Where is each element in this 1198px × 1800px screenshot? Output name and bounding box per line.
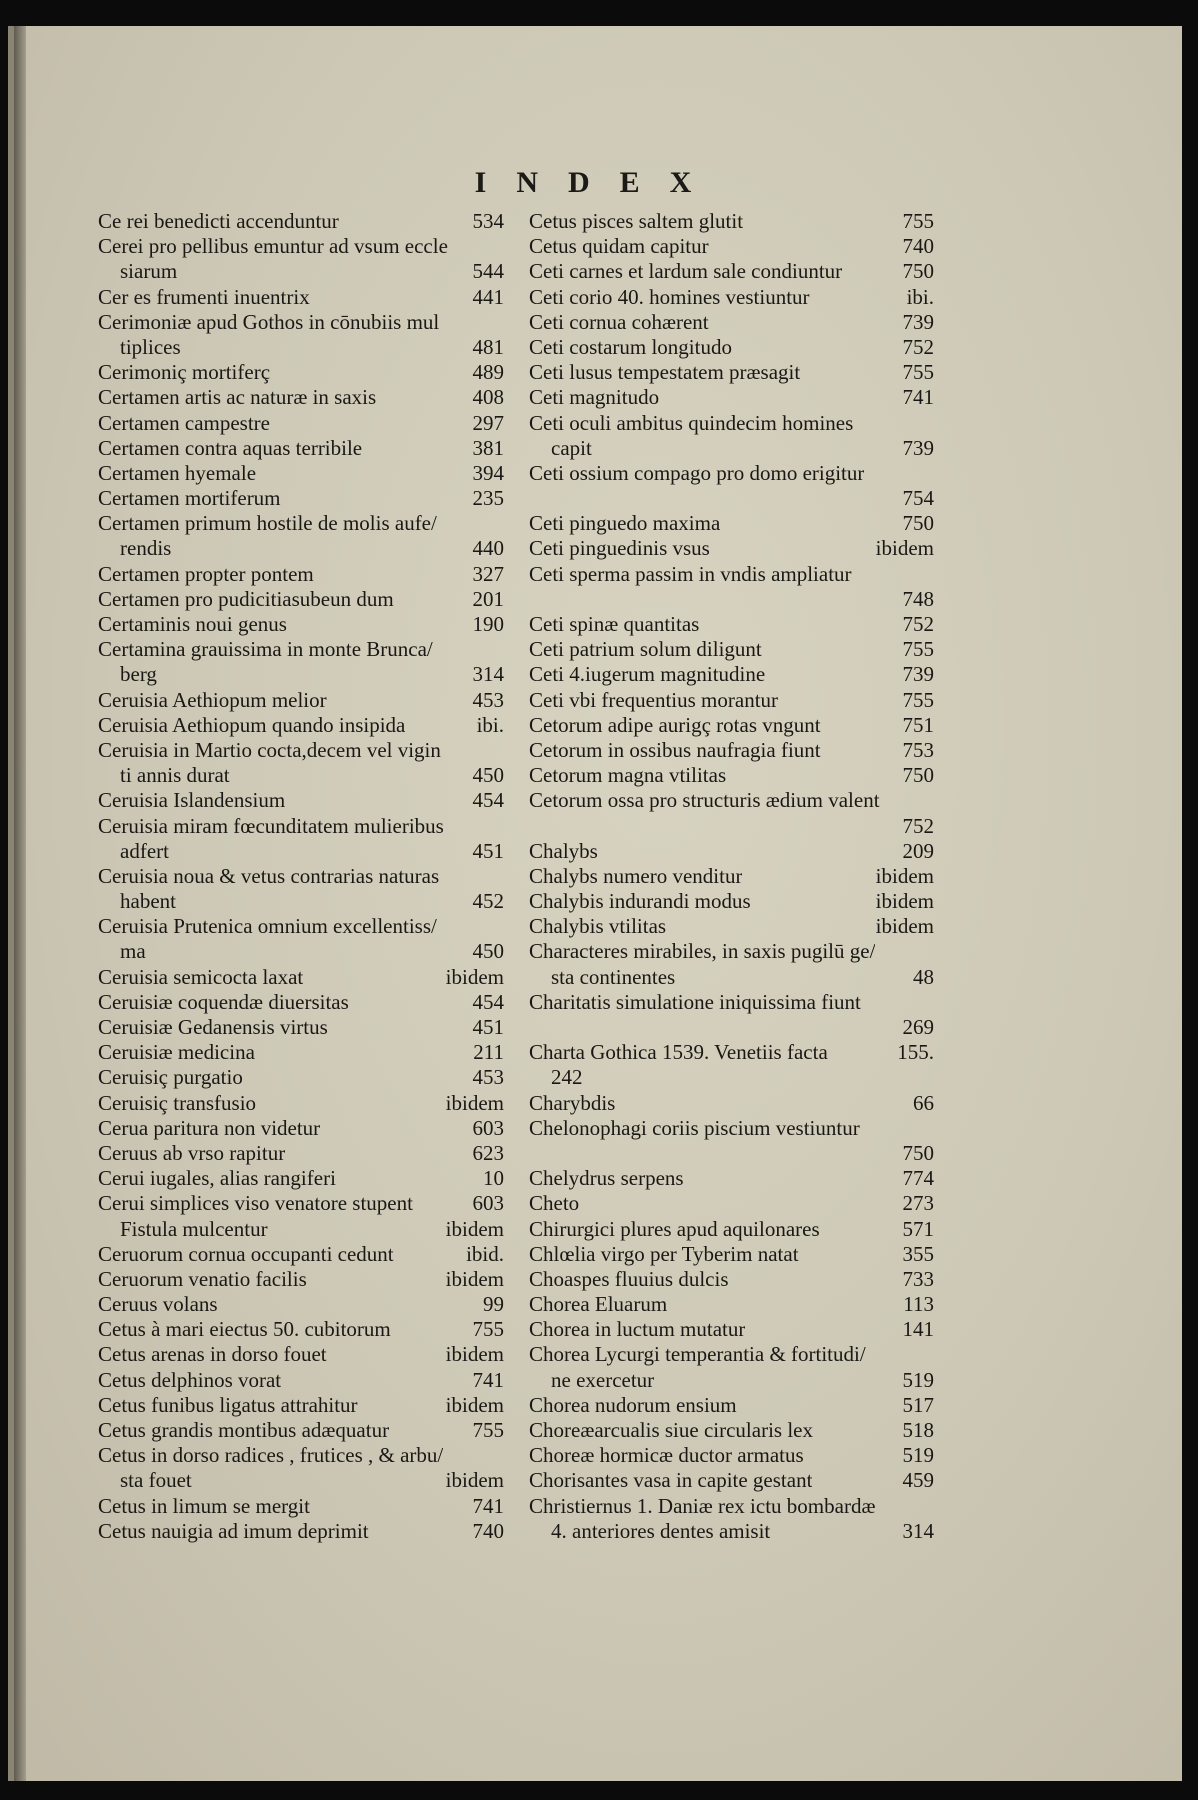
entry-text: Ceruisia Islandensium — [98, 788, 286, 813]
index-entry — [529, 1091, 934, 1116]
index-entry — [529, 788, 934, 813]
entry-page-number: ibidem — [875, 863, 934, 888]
entry-text: Ceti pinguedo maxima — [529, 511, 721, 536]
entry-text: Ceti costarum longitudo — [529, 334, 732, 359]
entry-text: Cerimoniæ apud Gothos in cōnubiis mul — [98, 309, 440, 334]
entry-text: Cetus in dorso radices , frutices , & arbu/ — [98, 1443, 444, 1468]
index-entry — [98, 1217, 504, 1242]
entry-text: Certaminis noui genus — [98, 612, 287, 636]
entry-text: Charta Gothica 1539. Venetiis facta — [529, 1040, 828, 1065]
index-entry — [529, 1217, 934, 1242]
entry-text: Certamen pro pudicitiasubeun dum — [98, 586, 394, 611]
index-entry — [98, 1494, 504, 1519]
entry-page-number: 571 — [902, 1216, 934, 1241]
entry-text: Certamen contra aquas terribile — [98, 435, 363, 460]
entry-text: Cetorum magna vtilitas — [529, 763, 727, 788]
index-entry — [529, 1116, 934, 1141]
entry-text: Ceruus volans — [98, 1292, 218, 1317]
index-column-right — [529, 209, 934, 1544]
index-entry — [529, 965, 934, 990]
index-entry — [529, 662, 934, 687]
entry-text: Cetus quidam capitur — [529, 234, 709, 259]
entry-text: Christiernus 1. Daniæ rex ictu bombardæ — [529, 1493, 876, 1518]
index-entry — [98, 234, 504, 259]
index-entry — [529, 1519, 934, 1544]
entry-text: Cetus à mari eiectus 50. cubitorum — [98, 1317, 391, 1342]
index-entry — [529, 310, 934, 335]
index-entry — [98, 738, 504, 763]
entry-text: Ceti cornua cohærent — [529, 309, 709, 334]
entry-page-number: 454 — [472, 989, 504, 1014]
entry-text: Cetus grandis montibus adæquatur — [98, 1418, 390, 1442]
entry-page-number: ibidem — [445, 964, 504, 989]
entry-page-number: ibid. — [466, 1241, 504, 1266]
index-entry — [98, 1468, 504, 1493]
entry-text: ne exercetur — [551, 1367, 655, 1392]
entry-text: Certamen artis ac naturæ in saxis — [98, 385, 377, 410]
entry-page-number: 451 — [472, 838, 504, 863]
entry-page-number: 752 — [902, 813, 934, 838]
entry-page-number: 755 — [902, 687, 934, 712]
index-entry — [529, 1468, 934, 1493]
book-page — [8, 26, 1182, 1781]
index-entry — [98, 1166, 504, 1191]
entry-page-number: 394 — [472, 460, 504, 485]
entry-text: Certamen hyemale — [98, 460, 257, 485]
index-entry — [98, 1519, 504, 1544]
index-entry — [529, 486, 934, 511]
entry-text: Ceruisia noua & vetus contrarias naturas — [98, 863, 440, 888]
entry-text: Chorisantes vasa in capite gestant — [529, 1468, 813, 1493]
entry-text: Ceruisiæ coquendæ diuersitas — [98, 989, 349, 1014]
entry-page-number: 733 — [902, 1266, 934, 1291]
index-entry — [529, 1443, 934, 1468]
entry-page-number: 755 — [472, 1317, 504, 1342]
entry-text: berg — [120, 662, 157, 687]
index-entry — [98, 612, 504, 637]
entry-page-number: 603 — [472, 1191, 504, 1216]
entry-page-number: 381 — [472, 435, 504, 460]
index-entry — [98, 310, 504, 335]
entry-page-number: 741 — [472, 1367, 504, 1392]
entry-text: Cerua paritura non videtur — [98, 1115, 321, 1140]
entry-page-number: 355 — [902, 1241, 934, 1266]
entry-text: Choreæ hormicæ ductor armatus — [529, 1443, 804, 1468]
entry-text: 242 — [551, 1065, 583, 1090]
index-entry — [529, 1191, 934, 1216]
entry-page-number: 752 — [902, 334, 934, 359]
entry-page-number: 774 — [902, 1166, 934, 1191]
entry-page-number: 113 — [903, 1292, 934, 1317]
entry-page-number: 489 — [472, 360, 504, 385]
entry-text: Ceti 4.iugerum magnitudine — [529, 662, 766, 687]
entry-page-number: 748 — [902, 586, 934, 611]
index-entry — [98, 1342, 504, 1367]
entry-text: Chorea in luctum mutatur — [529, 1317, 746, 1342]
entry-text: Cerei pro pellibus emuntur ad vsum eccle — [98, 234, 448, 259]
entry-text: Ceti spinæ quantitas — [529, 612, 700, 636]
entry-text: Choreæarcualis siue circularis lex — [529, 1418, 813, 1442]
index-entry — [529, 1418, 934, 1443]
entry-text: Chlœlia virgo per Tyberim natat — [529, 1241, 799, 1266]
entry-page-number: ibidem — [445, 1216, 504, 1241]
entry-page-number: 740 — [472, 1518, 504, 1543]
index-entry — [98, 1317, 504, 1342]
index-entry — [529, 914, 934, 939]
index-entry — [529, 209, 934, 234]
entry-text: Ceruisia Aethiopum melior — [98, 687, 327, 712]
entry-text: Ceti pinguedinis vsus — [529, 536, 710, 561]
entry-text: Ceti carnes et lardum sale condiuntur — [529, 259, 843, 284]
index-entry — [98, 990, 504, 1015]
entry-text: Chorea nudorum ensium — [529, 1392, 737, 1417]
entry-text: Cetus nauigia ad imum deprimit — [98, 1518, 369, 1543]
entry-page-number: ibi. — [906, 284, 934, 309]
entry-text: Ceruisiç transfusio — [98, 1090, 257, 1115]
index-entry — [98, 713, 504, 738]
entry-page-number: 754 — [902, 486, 934, 511]
index-entry — [529, 587, 934, 612]
index-entry — [529, 1141, 934, 1166]
entry-page-number: 209 — [902, 838, 934, 863]
entry-page-number: 450 — [472, 939, 504, 964]
entry-text: adfert — [120, 838, 169, 863]
entry-text: Chalybis vtilitas — [529, 914, 667, 939]
index-entry — [529, 1166, 934, 1191]
entry-text: Ceruisiç purgatio — [98, 1065, 243, 1090]
index-entry — [529, 889, 934, 914]
index-entry — [529, 1065, 934, 1090]
entry-text: Ceti patrium solum diligunt — [529, 637, 762, 662]
entry-text: Ceruisia Prutenica omnium excellentiss/ — [98, 914, 437, 939]
entry-text: Chirurgici plures apud aquilonares — [529, 1216, 820, 1241]
index-entry — [98, 1418, 504, 1443]
entry-text: sta fouet — [120, 1468, 192, 1493]
entry-page-number: 739 — [902, 662, 934, 687]
index-entry — [98, 688, 504, 713]
entry-text: Ceruorum cornua occupanti cedunt — [98, 1241, 394, 1266]
entry-text: Cetus funibus ligatus attrahitur — [98, 1392, 358, 1417]
entry-page-number: 450 — [472, 763, 504, 788]
entry-text: Cerui iugales, alias rangiferi — [98, 1166, 336, 1191]
entry-text: Cetus arenas in dorso fouet — [98, 1342, 327, 1367]
entry-text: Ceruus ab vrso rapitur — [98, 1140, 286, 1165]
entry-page-number: 99 — [483, 1292, 504, 1317]
entry-page-number: 534 — [472, 209, 504, 233]
entry-page-number: 750 — [902, 259, 934, 284]
index-entry — [529, 436, 934, 461]
entry-text: Cetorum in ossibus naufragia fiunt — [529, 737, 821, 762]
entry-text: habent — [120, 889, 176, 914]
entry-page-number: 297 — [472, 410, 504, 435]
entry-text: Cetus pisces saltem glutit — [529, 209, 744, 233]
entry-text: Charitatis simulatione iniquissima fiunt — [529, 989, 861, 1014]
index-entry — [98, 486, 504, 511]
index-entry — [98, 1242, 504, 1267]
entry-page-number: 453 — [472, 687, 504, 712]
entry-text: Charybdis — [529, 1090, 616, 1115]
index-entry — [98, 637, 504, 662]
entry-text: Chalybis indurandi modus — [529, 889, 751, 914]
entry-text: Ceti lusus tempestatem præsagit — [529, 360, 801, 385]
index-entry — [98, 1393, 504, 1418]
entry-text: tiplices — [120, 334, 181, 359]
index-column-left — [98, 209, 504, 1544]
index-entry — [98, 1040, 504, 1065]
entry-text: Chorea Eluarum — [529, 1292, 668, 1317]
index-entry — [529, 360, 934, 385]
entry-page-number: 211 — [473, 1040, 504, 1065]
entry-page-number: 519 — [902, 1443, 934, 1468]
entry-page-number: 451 — [472, 1015, 504, 1039]
entry-page-number: 314 — [472, 662, 504, 687]
entry-page-number: 751 — [902, 712, 934, 737]
index-entry — [98, 259, 504, 284]
index-entry — [98, 1116, 504, 1141]
entry-page-number: 235 — [472, 486, 504, 511]
entry-text: Ce rei benedicti accenduntur — [98, 209, 339, 233]
entry-page-number: 66 — [913, 1090, 934, 1115]
entry-text: sta continentes — [551, 964, 676, 989]
index-entry — [529, 612, 934, 637]
index-entry — [98, 965, 504, 990]
entry-page-number: 544 — [472, 259, 504, 284]
index-entry — [98, 335, 504, 360]
entry-page-number: 48 — [913, 964, 934, 989]
entry-text: Fistula mulcentur — [120, 1216, 268, 1241]
entry-text: Cheto — [529, 1191, 580, 1216]
entry-page-number: 517 — [902, 1392, 934, 1417]
entry-page-number: ibidem — [445, 1468, 504, 1493]
index-entry — [529, 814, 934, 839]
page-gutter — [14, 26, 26, 1781]
entry-text: Ceruisiæ Gedanensis virtus — [98, 1015, 328, 1039]
entry-text: Cetus delphinos vorat — [98, 1367, 282, 1392]
entry-text: Certamina grauissima in monte Brunca/ — [98, 637, 433, 662]
index-entry — [98, 461, 504, 486]
entry-page-number: 518 — [902, 1418, 934, 1442]
entry-text: Cetus in limum se mergit — [98, 1493, 310, 1518]
entry-text: Cetorum ossa pro structuris ædium valent — [529, 788, 880, 813]
entry-page-number: 519 — [902, 1367, 934, 1392]
entry-page-number: 314 — [902, 1518, 934, 1543]
index-entry — [98, 587, 504, 612]
entry-page-number: ibidem — [445, 1090, 504, 1115]
entry-page-number: 273 — [902, 1191, 934, 1216]
index-entry — [529, 1368, 934, 1393]
entry-text: Chelonophagi coriis piscium vestiuntur — [529, 1115, 860, 1140]
index-entry — [529, 1393, 934, 1418]
entry-text: Chorea Lycurgi temperantia & fortitudi/ — [529, 1342, 866, 1367]
index-entry — [529, 939, 934, 964]
entry-page-number: 10 — [483, 1166, 504, 1191]
entry-page-number: ibidem — [445, 1342, 504, 1367]
index-entry — [98, 360, 504, 385]
entry-text: Ceti sperma passim in vndis ampliatur — [529, 561, 852, 586]
index-entry — [98, 662, 504, 687]
entry-text: Ceti oculi ambitus quindecim homines — [529, 410, 854, 435]
entry-page-number: 739 — [902, 309, 934, 334]
entry-text: Certamen primum hostile de molis aufe/ — [98, 511, 437, 536]
entry-text: Choaspes fluuius dulcis — [529, 1266, 729, 1291]
entry-text: Ceti ossium compago pro domo erigitur — [529, 460, 865, 485]
entry-page-number: 441 — [472, 284, 504, 309]
index-entry — [529, 637, 934, 662]
entry-text: Certamen campestre — [98, 410, 270, 435]
index-entry — [98, 1292, 504, 1317]
entry-page-number: 440 — [472, 536, 504, 561]
entry-page-number: 740 — [902, 234, 934, 259]
index-entry — [98, 914, 504, 939]
entry-text: Ceruisia Aethiopum quando insipida — [98, 712, 406, 737]
entry-text: Ceruisia miram fœcunditatem mulieribus — [98, 813, 444, 838]
entry-text: Chalybs numero venditur — [529, 863, 743, 888]
entry-text: Ceruorum venatio facilis — [98, 1266, 307, 1291]
entry-page-number: 741 — [472, 1493, 504, 1518]
index-entry — [529, 234, 934, 259]
entry-text: Chelydrus serpens — [529, 1166, 684, 1191]
entry-text: Certamen propter pontem — [98, 561, 314, 586]
index-entry — [529, 839, 934, 864]
index-entry — [98, 1065, 504, 1090]
entry-text: Cer es frumenti inuentrix — [98, 284, 310, 309]
index-entry — [529, 1342, 934, 1367]
index-entry — [98, 889, 504, 914]
index-entry — [98, 939, 504, 964]
index-entry — [98, 839, 504, 864]
index-entry — [529, 335, 934, 360]
entry-text: Ceti corio 40. homines vestiuntur — [529, 284, 810, 309]
index-entry — [529, 1015, 934, 1040]
index-entry — [529, 461, 934, 486]
index-entry — [98, 411, 504, 436]
index-entry — [529, 1242, 934, 1267]
index-entry — [529, 536, 934, 561]
index-entry — [529, 285, 934, 310]
entry-text: siarum — [120, 259, 178, 284]
index-entry — [529, 738, 934, 763]
entry-page-number: 739 — [902, 435, 934, 460]
entry-page-number: ibidem — [445, 1392, 504, 1417]
index-entry — [529, 1267, 934, 1292]
index-entry — [529, 763, 934, 788]
index-entry — [529, 562, 934, 587]
entry-text: Cetorum adipe aurigç rotas vngunt — [529, 712, 821, 737]
entry-text: Ceti vbi frequentius morantur — [529, 687, 779, 712]
index-entry — [98, 536, 504, 561]
index-entry — [529, 259, 934, 284]
entry-page-number: 481 — [472, 334, 504, 359]
page-header: INDEX — [474, 166, 722, 199]
index-entry — [529, 1494, 934, 1519]
entry-text: Ceruisia semicocta laxat — [98, 964, 304, 989]
index-entry — [529, 713, 934, 738]
entry-page-number: 453 — [472, 1065, 504, 1090]
entry-page-number: ibidem — [875, 889, 934, 914]
index-entry — [98, 1443, 504, 1468]
entry-page-number: 741 — [902, 385, 934, 410]
entry-page-number: 755 — [902, 637, 934, 662]
entry-text: Characteres mirabiles, in saxis pugilū ge/ — [529, 939, 876, 964]
index-entry — [529, 864, 934, 889]
entry-text: Ceruisiæ medicina — [98, 1040, 255, 1065]
index-entry — [529, 688, 934, 713]
entry-text: Ceruisia in Martio cocta,decem vel vigin — [98, 737, 441, 762]
entry-page-number: 459 — [902, 1468, 934, 1493]
index-entry — [98, 788, 504, 813]
entry-page-number: 155. — [897, 1040, 934, 1065]
index-entry — [98, 1015, 504, 1040]
index-entry — [98, 385, 504, 410]
entry-text: rendis — [120, 536, 172, 561]
index-entry — [98, 814, 504, 839]
index-entry — [98, 1141, 504, 1166]
entry-text: ma — [120, 939, 146, 964]
index-entry — [98, 1191, 504, 1216]
entry-page-number: 141 — [902, 1317, 934, 1342]
entry-page-number: 750 — [902, 1140, 934, 1165]
index-entry — [98, 864, 504, 889]
entry-page-number: 201 — [472, 586, 504, 611]
entry-page-number: 452 — [472, 889, 504, 914]
index-entry — [98, 1368, 504, 1393]
index-entry — [98, 285, 504, 310]
entry-page-number: ibidem — [445, 1266, 504, 1291]
index-entry — [98, 763, 504, 788]
index-entry — [529, 1317, 934, 1342]
index-entry — [98, 1091, 504, 1116]
index-entry — [98, 562, 504, 587]
index-entry — [98, 511, 504, 536]
index-entry — [98, 1267, 504, 1292]
entry-page-number: 190 — [472, 612, 504, 636]
entry-text: Chalybs — [529, 838, 598, 863]
index-entry — [529, 1292, 934, 1317]
entry-page-number: 408 — [472, 385, 504, 410]
entry-text: ti annis durat — [120, 763, 230, 788]
index-entry — [98, 209, 504, 234]
index-entry — [529, 1040, 934, 1065]
entry-page-number: 755 — [902, 209, 934, 233]
entry-page-number: 327 — [472, 561, 504, 586]
entry-page-number: ibi. — [476, 712, 504, 737]
entry-page-number: 750 — [902, 763, 934, 788]
entry-page-number: 753 — [902, 737, 934, 762]
index-entry — [529, 411, 934, 436]
entry-page-number: 750 — [902, 511, 934, 536]
entry-text: 4. anteriores dentes amisit — [551, 1518, 771, 1543]
entry-page-number: 755 — [472, 1418, 504, 1442]
entry-text: capit — [551, 435, 592, 460]
entry-page-number: 752 — [902, 612, 934, 636]
entry-page-number: 269 — [902, 1015, 934, 1039]
index-entry — [529, 990, 934, 1015]
entry-page-number: 623 — [472, 1140, 504, 1165]
entry-text: Certamen mortiferum — [98, 486, 281, 511]
entry-text: Ceti magnitudo — [529, 385, 660, 410]
entry-text: Cerimoniç mortiferç — [98, 360, 271, 385]
entry-page-number: 454 — [472, 788, 504, 813]
entry-page-number: ibidem — [875, 536, 934, 561]
entry-page-number: 755 — [902, 360, 934, 385]
index-entry — [529, 385, 934, 410]
entry-page-number: 603 — [472, 1115, 504, 1140]
index-entry — [98, 436, 504, 461]
index-entry — [529, 511, 934, 536]
entry-text: Cerui simplices viso venatore stupent — [98, 1191, 413, 1216]
entry-page-number: ibidem — [875, 914, 934, 939]
